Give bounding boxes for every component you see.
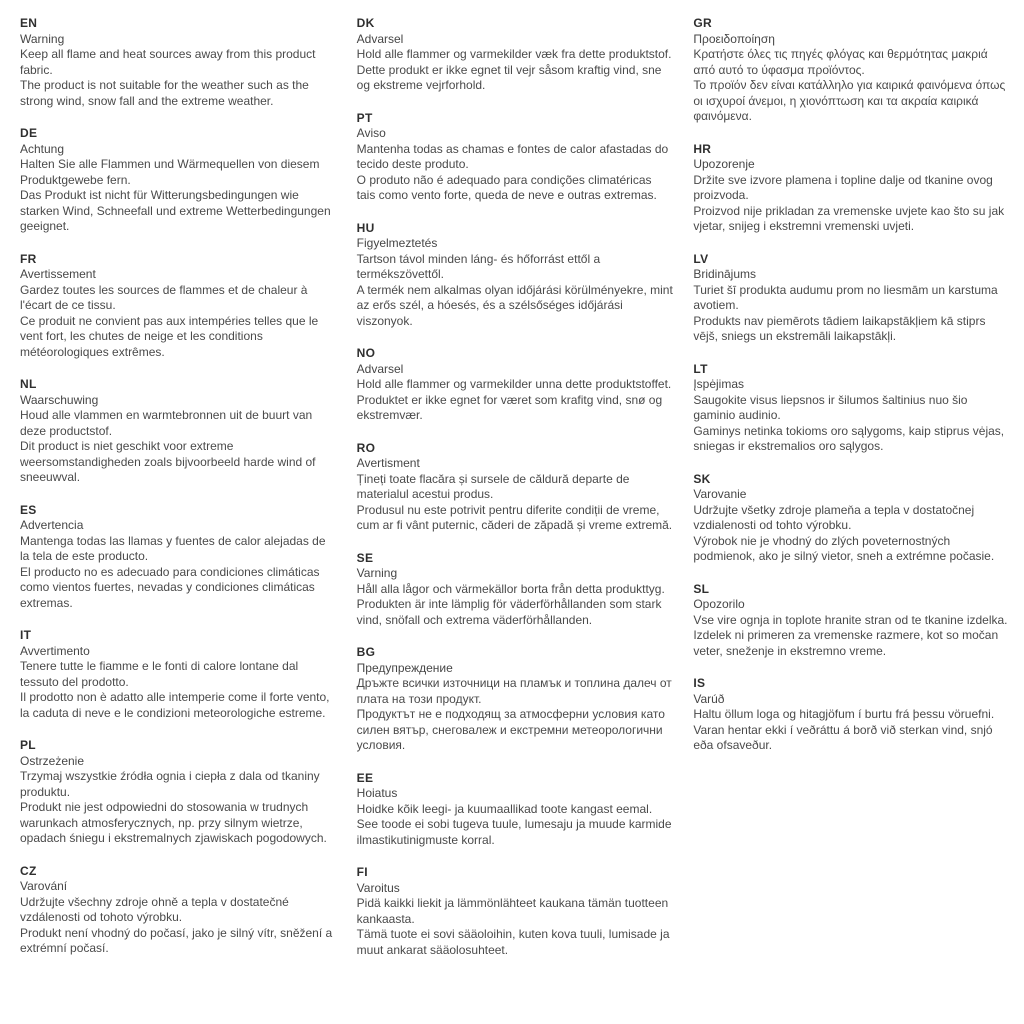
language-code: GR [693, 16, 712, 30]
warning-text: El producto no es adecuado para condiciones climáticas como vientos fuertes, nevadas y condiciones climáticas extremas. [20, 564, 320, 610]
language-code: LV [693, 251, 709, 266]
language-code: SL [693, 581, 710, 596]
language-entry-hu [357, 221, 674, 330]
language-code: CZ [20, 863, 37, 878]
language-entry-gr [693, 16, 1010, 125]
language-code: FR [20, 251, 37, 266]
language-entry-lt [693, 362, 1010, 455]
warning-text: Κρατήστε όλες τις πηγές φλόγας και θερμότητας μακριά από αυτό το ύφασμα προϊόντος. [693, 47, 988, 77]
warning-text: Hold alle flammer og varmekilder væk fra dette produktstof. [356, 47, 672, 61]
warning-text: Trzymaj wszystkie źródła ognia i ciepła z dala od tkaniny produktu. [20, 769, 320, 799]
warning-text: Das Produkt ist nicht für Witterungsbedingungen wie starken Wind, Schneefall und extreme Wetterbedingungen geeignet. [20, 188, 331, 233]
warning-text: Dit product is niet geschikt voor extreme weersomstandigheden zoals bijvoorbeeld harde wind of sneeuwval. [20, 439, 316, 484]
warning-title: Upozorenje [693, 157, 755, 171]
language-entry-ee [357, 771, 674, 849]
language-code: IT [20, 628, 32, 642]
column-2 [357, 16, 674, 975]
warning-text: Dette produkt er ikke egnet til vejr såsom kraftig vind, sne og ekstreme vejrforhold. [356, 62, 662, 92]
warning-title: Advertencia [20, 518, 84, 532]
warning-title: Avvertimento [20, 643, 90, 658]
language-code: NL [20, 377, 37, 391]
language-entry-cz [20, 864, 337, 957]
language-code: ES [20, 502, 37, 517]
warning-title: Varoitus [356, 880, 400, 895]
language-code: EE [356, 770, 374, 785]
warning-text: Udržujte všetky zdroje plameňa a tepla v dostatočnej vzdialenosti od tohto výrobku. [693, 502, 975, 532]
language-code: PL [20, 738, 36, 752]
warning-text: Mantenga todas las llamas y fuentes de calor alejadas de la tela de este producto. [20, 533, 326, 563]
language-entry-pt [357, 111, 674, 204]
columns-container [20, 16, 1010, 975]
warning-title: Varování [20, 879, 68, 893]
warning-title: Waarschuwing [20, 392, 99, 407]
language-code: LT [693, 361, 708, 376]
warning-text: Tenere tutte le fiamme e le fonti di calore lontane dal tessuto del prodotto. [20, 659, 299, 689]
language-code: SK [693, 471, 711, 486]
warning-text: Hold alle flammer og varmekilder unna dette produktstoffet. [356, 377, 672, 391]
warning-title: Opozorilo [693, 597, 745, 611]
warning-text: Vse vire ognja in toplote hranite stran od te tkanine izdelka. [693, 612, 1008, 627]
warning-text: Keep all flame and heat sources away from this product fabric. [20, 47, 316, 77]
warning-text: Håll alla lågor och värmekällor borta från detta produkttyg. [356, 581, 665, 596]
warning-title: Advarsel [356, 31, 404, 46]
warning-text: Varan hentar ekki í veðráttu á borð við sterkan vind, snjó eða ofsaveður. [693, 722, 993, 752]
warning-text: Izdelek ni primeren za vremenske razmere, kot so močan veter, sneženje in ekstremno vreme. [693, 628, 999, 658]
warning-text: Produkt nie jest odpowiedni do stosowania w trudnych warunkach atmosferycznych, np. przy silnym wietrze, opadach śniegu i ekstremalnych zjawiskach pogodowych. [20, 800, 327, 845]
warning-text: Produkten är inte lämplig för väderförhållanden som stark vind, snöfall och extrema väderförhållanden. [356, 597, 662, 627]
warning-title: Figyelmeztetés [356, 236, 438, 250]
warning-text: Proizvod nije prikladan za vremenske uvjete kao što su jak vjetar, snijeg i ekstremni vremenski uvjeti. [693, 203, 1005, 233]
warning-text: Το προϊόν δεν είναι κατάλληλο για καιρικά φαινόμενα όπως οι ισχυροί άνεμοι, η χιονόπτωση και τα ακραία καιρικά φαινόμενα. [693, 78, 1006, 123]
language-code: NO [356, 346, 376, 360]
warning-title: Ostrzeżenie [20, 753, 85, 768]
language-code: RO [356, 440, 376, 455]
language-entry-ro [357, 441, 674, 534]
language-entry-is [693, 676, 1010, 754]
warning-text: Țineți toate flacăra și sursele de căldură departe de materialul acestui produs. [356, 471, 630, 501]
warning-text: The product is not suitable for the weather such as the strong wind, snow fall and the extreme weather. [20, 78, 309, 108]
language-code: HR [693, 141, 712, 156]
warning-text: Produsul nu este potrivit pentru diferite condiții de vreme, cum ar fi vânt puternic, căderi de zăpadă și vreme extremă. [356, 502, 673, 532]
warning-title: Bridinājums [693, 267, 757, 281]
warning-text: Tämä tuote ei sovi sääoloihin, kuten kova tuuli, lumisade ja muut ankarat sääolosuhteet. [356, 927, 670, 957]
warning-text: Gaminys netinka tokioms oro sąlygoms, kaip stiprus vėjas, sniegas ir ekstremalios oro sąlygos. [693, 423, 1005, 453]
warning-title: Įspėjimas [693, 377, 745, 391]
language-entry-es [20, 503, 337, 612]
warning-text: Halten Sie alle Flammen und Wärmequellen von diesem Produktgewebe fern. [20, 157, 320, 187]
warning-text: Haltu öllum loga og hitagjöfum í burtu frá þessu vöruefni. [693, 707, 995, 721]
warning-text: A termék nem alkalmas olyan időjárási körülményekre, mint az erős szél, a hóesés, és a szélsőséges időjárási viszonyok. [356, 282, 673, 328]
warning-text: Hoidke kõik leegi- ja kuumaallikad toote kangast eemal. [356, 801, 653, 816]
warning-text: Výrobok nie je vhodný do zlých poveternostných podmienok, ako je silný vietor, sneh a extrémne počasie. [693, 533, 995, 563]
language-entry-sk [693, 472, 1010, 565]
warning-title: Προειδοποίηση [693, 31, 775, 46]
warning-text: Houd alle vlammen en warmtebronnen uit de buurt van deze productstof. [20, 408, 313, 438]
warning-text: O produto não é adequado para condições climatéricas tais como vento forte, queda de neve e outras extremas. [356, 172, 657, 202]
language-entry-pl [20, 738, 337, 847]
language-code: IS [693, 676, 706, 690]
language-code: DK [356, 16, 375, 30]
warning-title: Advarsel [356, 361, 404, 376]
warning-title: Warning [20, 31, 65, 46]
warning-title: Varovanie [693, 487, 747, 501]
column-1 [20, 16, 337, 974]
column-3 [693, 16, 1010, 771]
warning-text: Tartson távol minden láng- és hőforrást ettől a termékszövettől. [356, 251, 601, 281]
warning-text: Udržujte všechny zdroje ohně a tepla v dostatečné vzdálenosti od tohoto výrobku. [20, 894, 289, 924]
warning-title: Varúð [693, 691, 725, 706]
language-code: DE [20, 126, 38, 140]
language-entry-nl [20, 377, 337, 486]
language-entry-it [20, 628, 337, 721]
language-entry-fi [357, 865, 674, 958]
warning-text: Produkt není vhodný do počasí, jako je silný vítr, sněžení a extrémní počasí. [20, 925, 333, 955]
warning-title: Avertissement [20, 267, 96, 281]
warning-text: Držite sve izvore plamena i topline dalje od tkanine ovog proizvoda. [693, 172, 993, 202]
language-entry-fr [20, 252, 337, 361]
warning-text: Pidä kaikki liekit ja lämmönlähteet kaukana tämän tuotteen kankaasta. [356, 896, 669, 926]
language-entry-hr [693, 142, 1010, 235]
warning-title: Varning [356, 566, 398, 580]
warning-text: Mantenha todas as chamas e fontes de calor afastadas do tecido deste produto. [356, 141, 669, 171]
warning-title: Hoiatus [356, 786, 398, 800]
language-code: EN [20, 16, 38, 30]
language-entry-de [20, 126, 337, 235]
language-entry-sl [693, 582, 1010, 660]
language-code: SE [356, 550, 374, 565]
language-code: FI [356, 865, 368, 879]
warning-title: Avertisment [356, 456, 420, 470]
warning-title: Aviso [356, 126, 386, 140]
warning-text: Produktet er ikke egnet for været som krafitg vind, snø og ekstremvær. [356, 392, 663, 422]
language-code: HU [356, 220, 375, 235]
warning-text: Produkts nav piemērots tādiem laikapstākļiem kā stiprs vējš, sniegs un ekstremāli laikapstākļi. [693, 313, 986, 343]
language-entry-se [357, 551, 674, 629]
warning-title: Предупреждение [356, 660, 453, 675]
warning-text: See toode ei sobi tugeva tuule, lumesaju ja muude karmide ilmastikutinigmuste korral. [356, 817, 672, 847]
language-code: PT [356, 110, 373, 125]
warning-text: Дръжте всички източници на пламък и топлина далеч от плата на този продукт. [356, 676, 672, 706]
language-entry-lv [693, 252, 1010, 345]
warning-text: Gardez toutes les sources de flammes et de chaleur à l'écart de ce tissu. [20, 282, 308, 312]
language-entry-dk [357, 16, 674, 94]
warning-text: Продуктът не е подходящ за атмосферни условия като силен вятър, снеговалеж и екстремни метеорологични условия. [356, 707, 665, 752]
language-entry-no [357, 346, 674, 424]
language-code: BG [356, 645, 376, 659]
language-entry-en [20, 16, 337, 109]
warning-title: Achtung [20, 141, 65, 156]
language-entry-bg [357, 645, 674, 754]
warning-text: Il prodotto non è adatto alle intemperie come il forte vento, la caduta di neve e le condizioni meteorologiche estreme. [20, 690, 330, 720]
warning-text: Saugokite visus liepsnos ir šilumos šaltinius nuo šio gaminio audinio. [693, 392, 968, 422]
warning-text: Turiet šī produkta audumu prom no liesmām un karstuma avotiem. [693, 282, 998, 312]
warning-text: Ce produit ne convient pas aux intempéries telles que le vent fort, les chutes de neige et les conditions météorologiques extrêmes. [20, 313, 319, 359]
